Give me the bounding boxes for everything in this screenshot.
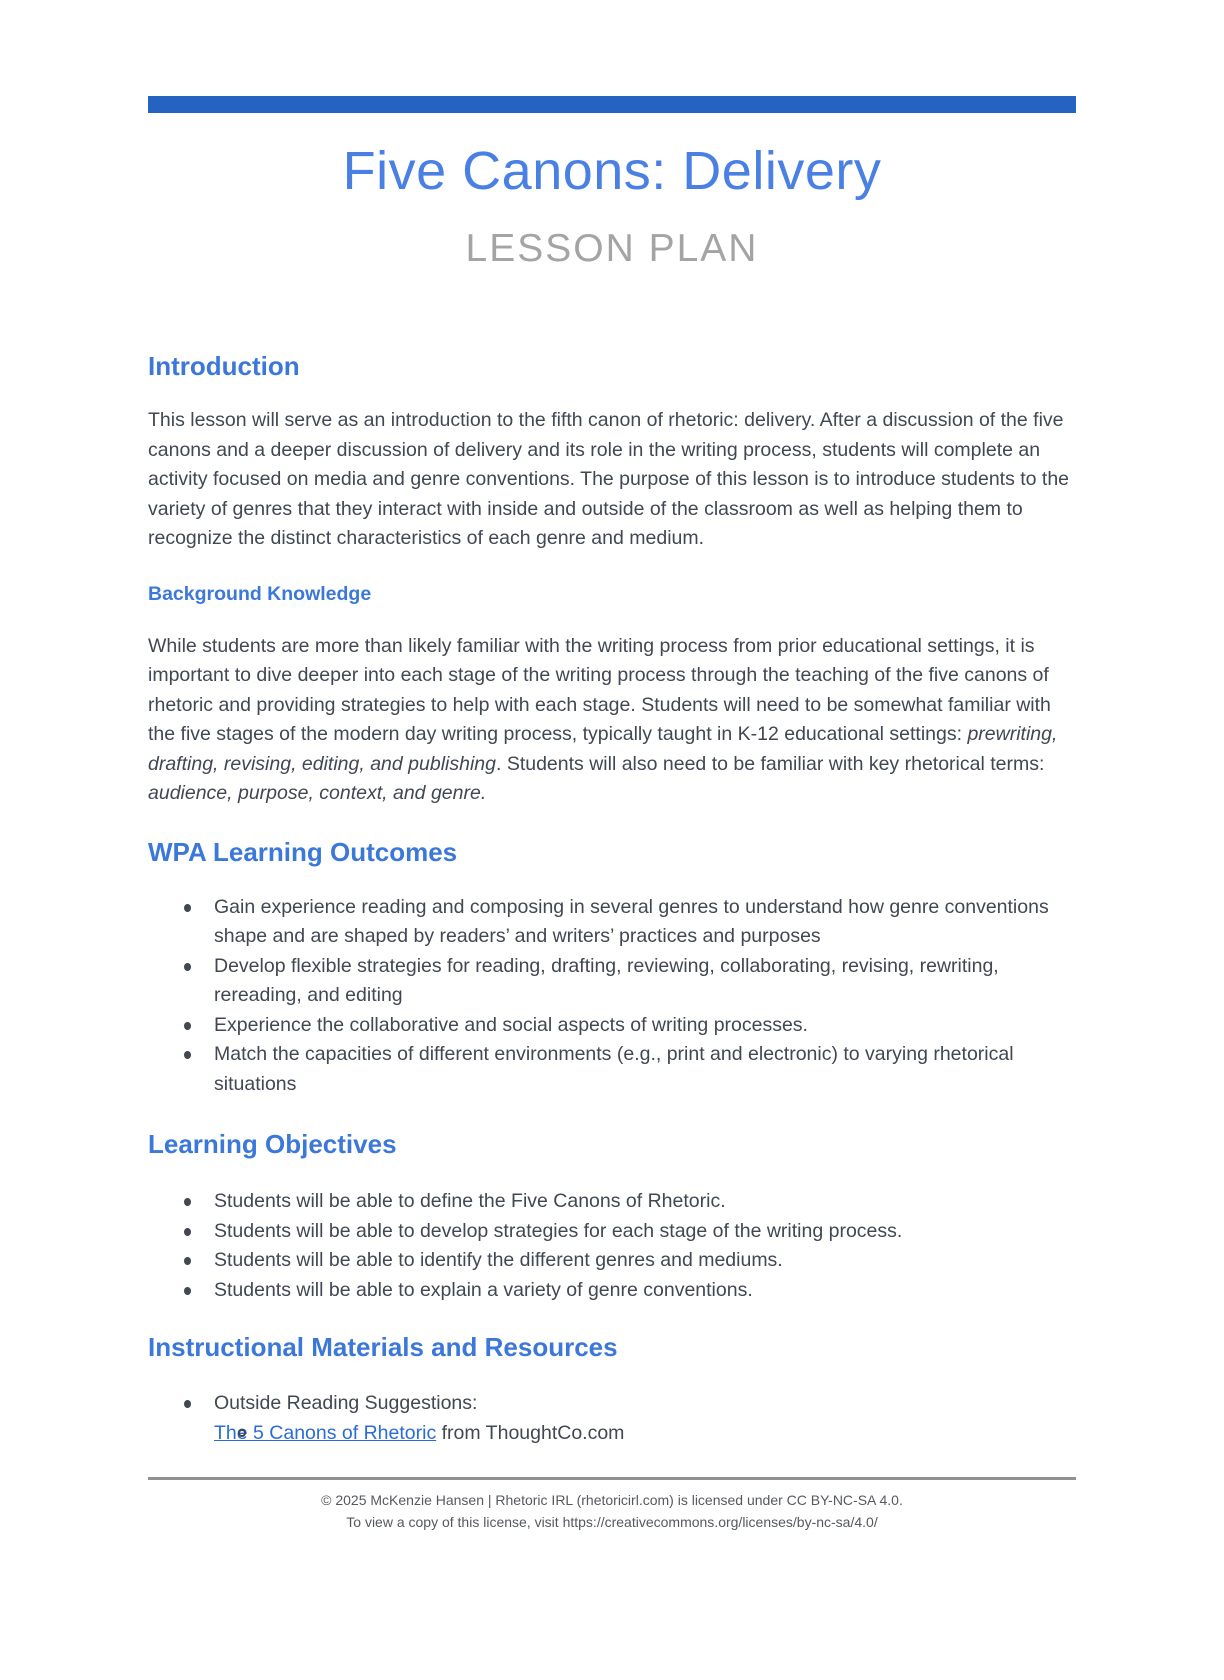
learning-objectives-list <box>148 1187 1076 1305</box>
footer-license-line: © 2025 McKenzie Hansen | Rhetoric IRL (rhetoricirl.com) is licensed under CC BY-NC-SA 4.0. <box>321 1492 903 1508</box>
list-item-text: Match the capacities of different environments (e.g., print and electronic) to varying rhetorical situations <box>214 1043 1014 1095</box>
list-item-text: Students will be able to define the Five Canons of Rhetoric. <box>214 1190 726 1212</box>
section-heading-learning-objectives: Learning Objectives <box>148 1129 397 1159</box>
five-canons-rhetoric-link[interactable]: The 5 Canons of Rhetoric <box>214 1421 437 1444</box>
footer <box>148 1489 1076 1533</box>
background-knowledge-paragraph <box>148 632 1076 809</box>
text-run: While students are more than likely familiar with the writing process from prior educational settings, it is important to dive deeper into each stage of the writing process through the teaching of the five canons of rhetoric and providing strategies to help with each stage. Students will need to be somewhat familiar with the five stages of the modern day writing process, typically taught in K-12 educational settings: <box>148 634 1051 745</box>
sub-list-item-text <box>214 1422 624 1444</box>
text-run: . Students will also need to be familiar with key rhetorical terms: <box>495 752 1045 775</box>
bullet-icon <box>184 1022 191 1030</box>
list-item <box>148 893 1076 952</box>
italic-text-run: prewriting, drafting, revising, editing, and publishing <box>148 723 1058 775</box>
section-heading-instructional-materials: Instructional Materials and Resources <box>148 1332 618 1362</box>
bullet-icon <box>184 1198 191 1206</box>
bullet-icon <box>184 1400 191 1408</box>
list-item-text: Develop flexible strategies for reading, drafting, reviewing, collaborating, revising, rewriting, rereading, and editing <box>214 954 999 1006</box>
sub-list-item <box>148 1419 1076 1449</box>
section-heading-introduction: Introduction <box>148 351 300 381</box>
document-page <box>0 96 1224 1533</box>
list-item-text: Students will be able to explain a variety of genre conventions. <box>214 1278 753 1301</box>
list-item-text: Gain experience reading and composing in several genres to understand how genre conventions shape and are shaped by readers’ and writers’ practices and purposes <box>214 895 1049 947</box>
link-suffix-text: from ThoughtCo.com <box>436 1421 625 1444</box>
list-item <box>148 952 1076 1011</box>
list-item-text: Students will be able to develop strategies for each stage of the writing process. <box>214 1219 903 1242</box>
wpa-outcomes-list <box>148 893 1076 1100</box>
footer-license-url-line: To view a copy of this license, visit https://creativecommons.org/licenses/by-nc-sa/4.0/ <box>346 1514 878 1530</box>
bullet-icon <box>184 904 191 912</box>
list-item <box>148 1389 1076 1419</box>
bullet-icon <box>184 1051 191 1059</box>
bullet-icon <box>184 1257 191 1265</box>
title-accent-bar <box>148 96 1076 113</box>
footer-divider <box>148 1477 1076 1480</box>
document-title: Five Canons: Delivery <box>342 141 882 201</box>
list-item <box>148 1040 1076 1099</box>
list-item <box>148 1217 1076 1247</box>
section-heading-wpa-learning-outcomes: WPA Learning Outcomes <box>148 836 458 867</box>
list-item-text: Outside Reading Suggestions: <box>214 1392 478 1414</box>
list-item <box>148 1187 1076 1217</box>
hollow-bullet-icon <box>238 1429 246 1437</box>
document-subtitle: LESSON PLAN <box>465 227 759 270</box>
subsection-heading-background-knowledge: Background Knowledge <box>148 582 372 605</box>
bullet-icon <box>184 963 191 971</box>
list-item-text: Students will be able to identify the different genres and mediums. <box>214 1249 783 1271</box>
instructional-materials-list <box>148 1389 1076 1448</box>
list-item <box>148 1011 1076 1041</box>
list-item <box>148 1246 1076 1276</box>
introduction-paragraph: This lesson will serve as an introduction to the fifth canon of rhetoric: delivery. After a discussion of the five canons and a deeper discussion of delivery and its role in the writing process, students will complete an activity focused on media and genre conventions. The purpose of this lesson is to introduce students to the variety of genres that they interact with inside and outside of the classroom as well as helping them to recognize the distinct characteristics of each genre and medium. <box>148 409 1070 549</box>
list-item <box>148 1276 1076 1306</box>
bullet-icon <box>184 1287 191 1295</box>
italic-text-run: audience, purpose, context, and genre. <box>148 782 487 804</box>
list-item-text: Experience the collaborative and social aspects of writing processes. <box>214 1013 808 1036</box>
bullet-icon <box>184 1228 191 1236</box>
